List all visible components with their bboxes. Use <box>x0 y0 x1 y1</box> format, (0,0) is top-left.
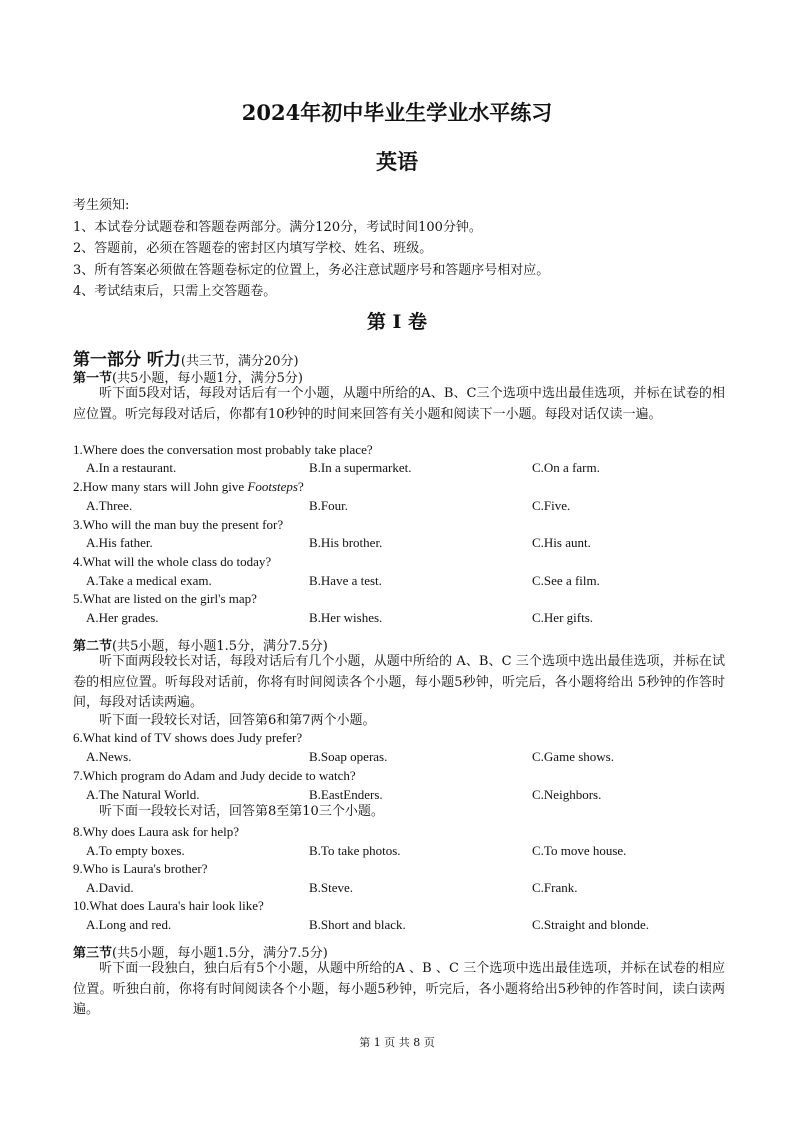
section-instructions: 听下面两段较长对话，每段对话后有几个小题，从题中所给的 A、B、C 三个选项中选出最佳选项，并标在试卷的相应位置。听每段对话前，你将有时间阅读各个小题，每小题5秒钟，听完后，各小题将给出 5秒钟的作答时间，每段对话读两遍。 <box>73 654 725 710</box>
section-instructions: 听下面5段对话，每段对话后有一个小题，从题中所给的A、B、C三个选项中选出最佳选项，并标在试卷的相应位置。听完每段对话后，你都有10秒钟的时间来回答有关小题和阅读下一小题。每段对话仅读一遍。 <box>73 386 725 422</box>
option-a: A.Take a medical exam. <box>86 573 212 588</box>
option-a: A.Long and red. <box>86 917 172 932</box>
option-b: B.Steve. <box>309 880 354 895</box>
option-c: C.Five. <box>532 498 571 513</box>
notice-item: 1、本试卷分试题卷和答题卷两部分。满分120分，考试时间100分钟。 <box>73 219 482 235</box>
option-a: A.Three. <box>86 498 133 513</box>
question-stem-title: Footsteps <box>247 479 298 494</box>
section-meta: (共5小题，每小题1.5分，满分7.5分) <box>112 946 328 961</box>
question-stem: 6.What kind of TV shows does Judy prefer? <box>73 730 303 745</box>
question-stem-end: ? <box>297 479 304 494</box>
part-title: 第一部分 听力 <box>73 350 181 370</box>
option-c: C.To move house. <box>532 843 627 858</box>
option-b: B.In a supermarket. <box>309 460 412 475</box>
question-stem-text: 2.How many stars will John give <box>73 479 248 494</box>
option-b: B.Have a test. <box>309 573 382 588</box>
option-c: C.Straight and blonde. <box>532 917 649 932</box>
candidate-notice <box>73 195 733 303</box>
option-a: A.In a restaurant. <box>86 460 177 475</box>
question-stem: 7.Which program do Adam and Judy decide to watch? <box>73 768 356 783</box>
section-title: 第二节 <box>73 639 113 654</box>
dialogue-lead: 听下面一段较长对话，回答第8至第10三个小题。 <box>99 804 384 819</box>
part-meta: (共三节，满分20分) <box>180 354 299 369</box>
option-a: A.News. <box>86 749 132 764</box>
volume-heading: 第 I 卷 <box>366 311 428 333</box>
option-b: B.His brother. <box>309 535 383 550</box>
section-title: 第一节 <box>73 371 113 386</box>
subject-title: 英语 <box>376 149 418 174</box>
notice-heading: 考生须知: <box>73 198 130 213</box>
notice-item: 3、所有答案必须做在答题卷标定的位置上，务必注意试题序号和答题序号相对应。 <box>73 262 550 278</box>
option-c: C.See a film. <box>532 573 600 588</box>
section-meta: (共5小题，每小题1.5分，满分7.5分) <box>112 639 328 654</box>
section-title: 第三节 <box>73 946 113 961</box>
option-a: A.David. <box>86 880 134 895</box>
option-b: B.Her wishes. <box>309 610 383 625</box>
question-stem: 1.Where does the conversation most probably take place? <box>73 442 373 457</box>
question-stem: 4.What will the whole class do today? <box>73 554 272 569</box>
option-c: C.Neighbors. <box>532 787 602 802</box>
question-stem <box>73 479 304 495</box>
question-stem: 8.Why does Laura ask for help? <box>73 824 240 839</box>
option-a: A.Her grades. <box>86 610 159 625</box>
option-b: B.EastEnders. <box>309 787 383 802</box>
option-b: B.Soap operas. <box>309 749 388 764</box>
option-c: C.Her gifts. <box>532 610 594 625</box>
dialogue-lead: 听下面一段较长对话，回答第6和第7两个小题。 <box>99 713 376 728</box>
question-stem: 10.What does Laura's hair look like? <box>73 898 264 913</box>
exam-title: 2024年初中毕业生学业水平练习 <box>241 100 553 125</box>
question-stem: 5.What are listed on the girl's map? <box>73 591 257 606</box>
option-a: A.To empty boxes. <box>86 843 185 858</box>
page-footer: 第 1 页 共 8 页 <box>359 1036 435 1049</box>
option-c: C.On a farm. <box>532 460 600 475</box>
section-meta: (共5小题，每小题1分，满分5分) <box>112 371 303 386</box>
option-c: C.His aunt. <box>532 535 591 550</box>
option-b: B.To take photos. <box>309 843 401 858</box>
question-stem: 9.Who is Laura's brother? <box>73 861 208 876</box>
option-c: C.Game shows. <box>532 749 614 764</box>
notice-item: 2、答题前，必须在答题卷的密封区内填写学校、姓名、班级。 <box>73 241 433 256</box>
option-b: B.Four. <box>309 498 349 513</box>
option-c: C.Frank. <box>532 880 578 895</box>
notice-item: 4、考试结束后，只需上交答题卷。 <box>73 284 277 299</box>
option-a: A.The Natural World. <box>86 787 200 802</box>
question-stem: 3.Who will the man buy the present for? <box>73 517 284 532</box>
option-a: A.His father. <box>86 535 153 550</box>
option-b: B.Short and black. <box>309 917 406 932</box>
section-instructions: 听下面一段独白，独白后有5个小题，从题中所给的A 、B 、C 三个选项中选出最佳选项，并标在试卷的相应位置。听独白前，你将有时间阅读各个小题，每小题5秒钟，听完后，各小题将给出5秒钟的作答时间，读白读两遍。 <box>73 961 725 1017</box>
